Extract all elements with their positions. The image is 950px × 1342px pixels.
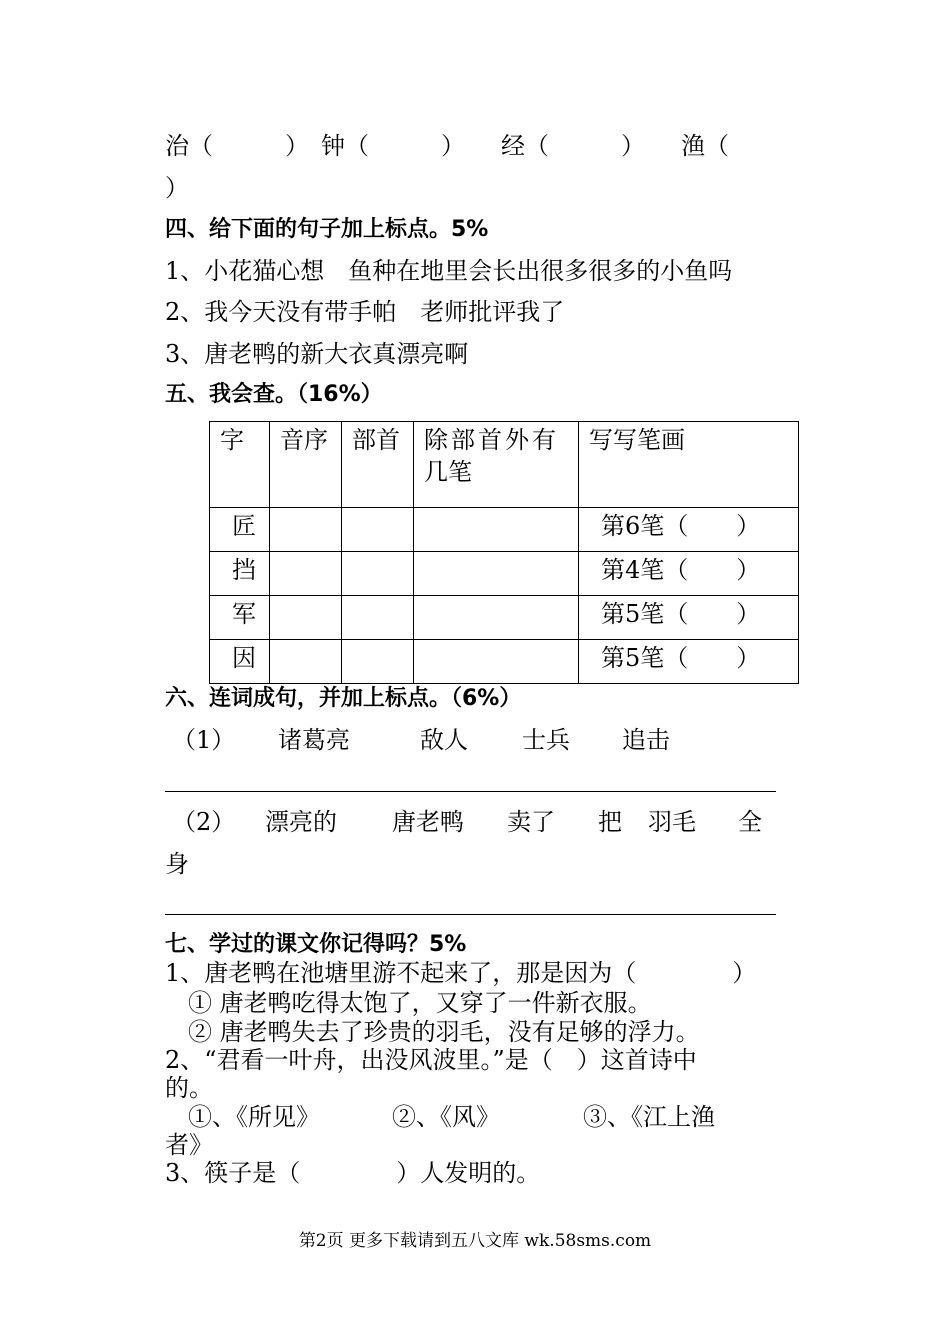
row-pinyin-cell[interactable] xyxy=(270,596,342,640)
row-stroke: 第4笔（ ） xyxy=(579,552,799,596)
q1-word: 士兵 xyxy=(522,726,570,754)
row-radical-cell[interactable] xyxy=(342,552,414,596)
row-pinyin-cell[interactable] xyxy=(270,508,342,552)
row-pinyin-cell[interactable] xyxy=(270,640,342,684)
row-char: 匠 xyxy=(210,508,270,552)
section5-title: 五、我会查。（16%） xyxy=(165,382,383,407)
q1-word: 敌人 xyxy=(420,726,468,754)
header-pinyin-order: 音序 xyxy=(270,422,342,508)
section3-line1: 治（ ） 钟（ ） 经（ ） 渔（ xyxy=(165,132,729,160)
section3-line2: ） xyxy=(165,174,189,202)
row-char: 军 xyxy=(210,596,270,640)
s7-q2: 2、“君看一叶舟，出没风波里。”是（ ）这首诗中 xyxy=(165,1046,697,1074)
table-row xyxy=(210,596,799,640)
s7-q1-option-2: ② 唐老鸭失去了珍贵的羽毛，没有足够的浮力。 xyxy=(188,1018,700,1046)
page-footer: 第2页 更多下载请到五八文库 wk.58sms.com xyxy=(298,1231,652,1251)
table-row xyxy=(210,508,799,552)
table-row xyxy=(210,640,799,684)
q1-number: （1） xyxy=(172,726,236,754)
q2-word-wrap: 身 xyxy=(165,850,189,878)
row-pinyin-cell[interactable] xyxy=(270,552,342,596)
section4-title: 四、给下面的句子加上标点。5% xyxy=(165,217,489,242)
row-radical-cell[interactable] xyxy=(342,508,414,552)
header-stroke-count-line2: 几笔 xyxy=(424,458,472,486)
row-char: 挡 xyxy=(210,552,270,596)
row-char: 因 xyxy=(210,640,270,684)
table-header-row xyxy=(210,422,799,508)
header-stroke-count xyxy=(414,422,579,508)
row-stroke: 第5笔（ ） xyxy=(579,596,799,640)
s7-q1: 1、唐老鸭在池塘里游不起来了，那是因为（ ） xyxy=(165,959,757,987)
row-radical-cell[interactable] xyxy=(342,640,414,684)
lookup-table xyxy=(209,421,799,684)
q2-word: 全 xyxy=(738,808,762,836)
section6-title: 六、连词成句，并加上标点。（6%） xyxy=(165,686,522,711)
q2-number: （2） xyxy=(172,808,236,836)
s7-q2-option-3-wrap: 者》 xyxy=(165,1131,213,1159)
table-row xyxy=(210,552,799,596)
row-stroke: 第6笔（ ） xyxy=(579,508,799,552)
header-radical: 部首 xyxy=(342,422,414,508)
row-count-cell[interactable] xyxy=(414,552,579,596)
q1-answer-line[interactable] xyxy=(165,791,776,792)
q2-word: 唐老鸭 xyxy=(392,808,464,836)
section7-title: 七、学过的课文你记得吗？5% xyxy=(165,932,467,957)
header-char: 字 xyxy=(210,422,270,508)
q1-word: 追击 xyxy=(622,726,670,754)
q2-word: 把 xyxy=(598,808,622,836)
s7-q2-wrap: 的。 xyxy=(165,1074,213,1102)
s7-q2-option-1: ①、《所见》 xyxy=(188,1103,320,1131)
q2-word: 漂亮的 xyxy=(265,808,337,836)
row-count-cell[interactable] xyxy=(414,596,579,640)
s7-q3: 3、筷子是（ ）人发明的。 xyxy=(165,1159,541,1187)
row-count-cell[interactable] xyxy=(414,508,579,552)
q2-word: 羽毛 xyxy=(648,808,696,836)
row-stroke: 第5笔（ ） xyxy=(579,640,799,684)
q2-word: 卖了 xyxy=(507,808,555,836)
header-write-stroke: 写写笔画 xyxy=(579,422,799,508)
q1-word: 诸葛亮 xyxy=(278,726,350,754)
row-radical-cell[interactable] xyxy=(342,596,414,640)
row-count-cell[interactable] xyxy=(414,640,579,684)
s7-q2-option-2: ②、《风》 xyxy=(392,1103,500,1131)
section4-item-2: 2、我今天没有带手帕 老师批评我了 xyxy=(165,298,565,326)
s7-q1-option-1: ① 唐老鸭吃得太饱了，又穿了一件新衣服。 xyxy=(188,989,652,1017)
header-stroke-count-line1: 除部首外有 xyxy=(424,426,559,454)
q2-answer-line[interactable] xyxy=(165,914,776,915)
section4-item-3: 3、唐老鸭的新大衣真漂亮啊 xyxy=(165,340,469,368)
section4-item-1: 1、小花猫心想 鱼种在地里会长出很多很多的小鱼吗 xyxy=(165,257,733,285)
s7-q2-option-3: ③、《江上渔 xyxy=(583,1103,715,1131)
